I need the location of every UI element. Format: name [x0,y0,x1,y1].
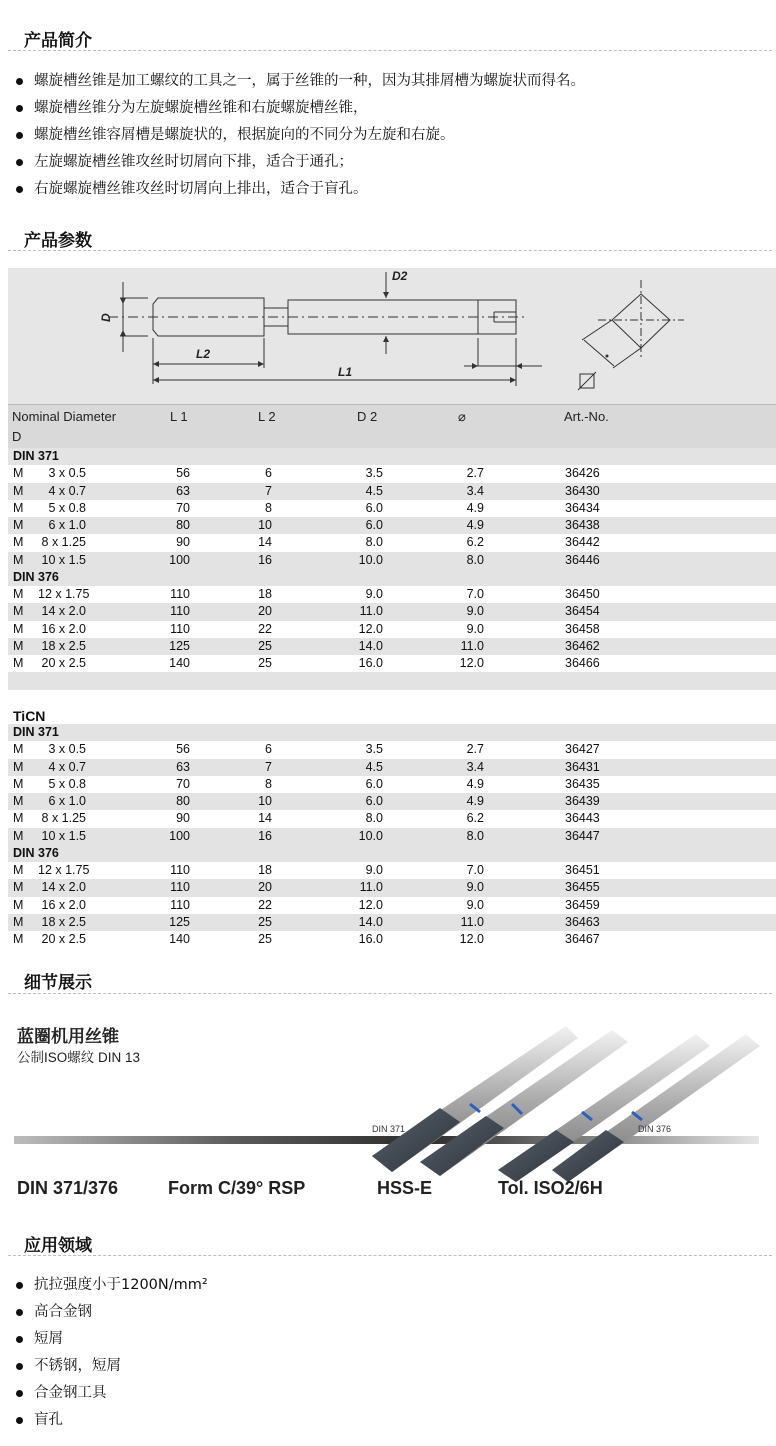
group-label: DIN 376 [13,845,59,860]
thread-prefix: M [13,914,24,929]
d2-value: 3.5 [365,466,383,481]
l2-value: 6 [265,466,272,481]
square-value: 9.0 [466,604,484,619]
spec-form: Form C/39° RSP [168,1178,306,1198]
thread-prefix: M [13,794,24,808]
table-row [8,534,776,551]
thread-prefix: M [13,932,24,946]
square-value: 2.7 [466,466,484,481]
header-square: ⌀ [458,409,466,424]
square-value: 4.9 [466,518,484,532]
header-l1: L 1 [170,409,188,424]
thread-prefix: M [13,811,24,826]
l1-value: 90 [176,535,190,550]
nominal-size: 20 x 2.5 [41,932,86,946]
l1-value: 110 [170,587,190,601]
l1-value: 56 [176,742,190,757]
l2-value: 25 [258,638,272,653]
product-banner [0,1012,776,1212]
dim-l1-label: L1 [338,365,353,379]
d2-value: 12.0 [358,621,383,636]
square-value: 9.0 [466,621,484,636]
article-number: 36443 [565,811,600,826]
tag-din-376: DIN 376 [638,1124,672,1134]
d2-value: 10.0 [358,828,383,843]
l1-value: 140 [169,932,190,946]
nominal-size: 10 x 1.5 [41,552,86,567]
table-row [8,552,776,569]
application-list-item: 高合金钢 [14,1299,208,1326]
thread-prefix: M [13,863,24,877]
square-value: 4.9 [466,500,484,515]
article-number: 36466 [565,656,600,670]
table-header [8,404,776,448]
spacer-row [8,690,776,707]
table-row [8,828,776,845]
thread-prefix: M [13,656,24,670]
param-table [8,268,776,946]
l2-value: 16 [258,552,272,567]
thread-prefix: M [13,621,24,636]
nominal-size: 16 x 2.0 [41,621,86,636]
l1-value: 56 [176,466,190,481]
table-row [8,465,776,482]
article-number: 36435 [565,776,600,791]
thread-prefix: M [13,759,24,774]
l1-value: 80 [176,794,190,808]
thread-prefix: M [13,535,24,550]
article-number: 36467 [565,932,600,946]
l1-value: 70 [176,500,190,515]
article-number: 36458 [565,621,600,636]
tag-din-371: DIN 371 [372,1124,406,1134]
l2-value: 8 [265,776,272,791]
spec-tolerance: Tol. ISO2/6H [498,1178,603,1198]
application-list-item: 不锈钢，短屑 [14,1353,208,1380]
article-number: 36426 [565,466,600,481]
application-list-item: 盲孔 [14,1407,208,1434]
square-value: 12.0 [459,656,484,670]
nominal-size: 4 x 0.7 [48,483,86,498]
d2-value: 12.0 [358,897,383,912]
nominal-size: 12 x 1.75 [38,863,90,877]
l1-value: 100 [169,552,190,567]
table-row [8,897,776,914]
table-row [8,879,776,896]
group-label: DIN 376 [13,569,59,584]
l2-value: 6 [265,742,272,757]
square-value: 3.4 [466,759,484,774]
d2-value: 6.0 [365,776,383,791]
square-value: 6.2 [466,811,484,826]
divider [8,993,772,994]
d2-value: 14.0 [358,638,383,653]
l2-value: 18 [258,863,272,877]
l1-value: 110 [170,897,190,912]
l1-value: 110 [170,604,190,619]
nominal-size: 6 x 1.0 [48,794,86,808]
article-number: 36442 [565,535,600,550]
l2-value: 22 [258,897,272,912]
nominal-size: 5 x 0.8 [48,776,86,791]
application-list-item: 短屑 [14,1326,208,1353]
table-row [8,603,776,620]
intro-list-item: 右旋螺旋槽丝锥攻丝时切屑向上排出，适合于盲孔。 [14,176,585,203]
header-d2: D 2 [357,409,378,424]
square-value: 8.0 [466,828,484,843]
divider [8,250,772,251]
table-row [8,638,776,655]
banner-subtitle: 公制ISO螺纹 DIN 13 [17,1050,141,1065]
header-nominal: Nominal Diameter [12,409,117,424]
thread-prefix: M [13,828,24,843]
table-row [8,586,776,603]
article-number: 36430 [565,483,600,498]
application-list-item: 合金钢工具 [14,1380,208,1407]
thread-prefix: M [13,483,24,498]
table-body [8,448,776,948]
thread-prefix: M [13,552,24,567]
square-value: 11.0 [460,914,484,929]
d2-value: 6.0 [365,500,383,515]
d2-value: 9.0 [365,863,383,877]
article-number: 36438 [565,518,600,532]
square-value: 8.0 [466,552,484,567]
application-list [14,1272,208,1434]
l1-value: 110 [170,621,190,636]
square-value: 7.0 [466,587,484,601]
tap-drawing [8,268,776,404]
table-row [8,914,776,931]
table-row [8,810,776,827]
coating-row [8,707,776,724]
square-value: 6.2 [466,535,484,550]
l2-value: 10 [258,518,272,532]
square-value: 12.0 [459,932,484,946]
l2-value: 14 [258,535,272,550]
d2-value: 11.0 [359,604,383,619]
coating-label: TiCN [13,707,46,724]
l1-value: 110 [170,880,190,895]
intro-list-item: 螺旋槽丝锥是加工螺纹的工具之一，属于丝锥的一种，因为其排屑槽为螺旋状而得名。 [14,68,585,95]
article-number: 36462 [565,638,600,653]
l1-value: 63 [176,759,190,774]
square-value: 2.7 [466,742,484,757]
header-nominal-d: D [12,429,22,444]
d2-value: 4.5 [365,483,383,498]
d2-value: 3.5 [365,742,383,757]
square-value: 4.9 [466,776,484,791]
article-number: 36450 [565,587,600,601]
l1-value: 70 [176,776,190,791]
nominal-size: 14 x 2.0 [41,604,86,619]
application-list-item: 抗拉强度小于1200N/mm² [14,1272,208,1299]
nominal-size: 4 x 0.7 [48,759,86,774]
article-number: 36451 [565,863,600,877]
l1-value: 110 [170,863,190,877]
application-title: 应用领域 [24,1236,92,1256]
square-value: 7.0 [466,863,484,877]
d2-value: 8.0 [365,535,383,550]
group-row [8,724,776,741]
table-row [8,621,776,638]
divider [8,50,772,51]
nominal-size: 12 x 1.75 [38,587,90,601]
table-row [8,483,776,500]
l1-value: 63 [176,483,190,498]
intro-list-item: 螺旋槽丝锥分为左旋螺旋槽丝锥和右旋螺旋槽丝锥， [14,95,585,122]
d2-value: 16.0 [358,932,383,946]
banner-title: 蓝圈机用丝锥 [17,1027,119,1047]
l1-value: 125 [169,638,190,653]
group-label: DIN 371 [13,725,59,739]
group-row [8,569,776,586]
l2-value: 25 [258,656,272,670]
table-row [8,931,776,948]
tap-dimension-drawing [8,268,776,404]
d2-value: 8.0 [365,811,383,826]
square-value: 9.0 [466,880,484,895]
article-number: 36431 [565,759,600,774]
table-row [8,655,776,672]
l2-value: 25 [258,914,272,929]
params-title: 产品参数 [24,231,92,251]
table-row [8,862,776,879]
thread-prefix: M [13,466,24,481]
l2-value: 7 [265,759,272,774]
square-value: 11.0 [460,638,484,653]
dim-d-label: D [99,313,113,322]
nominal-size: 6 x 1.0 [48,518,86,532]
dim-d2-label: D2 [392,269,408,283]
l2-value: 16 [258,828,272,843]
article-number: 36454 [565,604,600,619]
l2-value: 10 [258,794,272,808]
nominal-size: 8 x 1.25 [41,811,86,826]
l2-value: 14 [258,811,272,826]
article-number: 36463 [565,914,600,929]
intro-list-item: 左旋螺旋槽丝锥攻丝时切屑向下排，适合于通孔； [14,149,585,176]
nominal-size: 14 x 2.0 [41,880,86,895]
header-art-no: Art.-No. [564,409,609,424]
thread-prefix: M [13,776,24,791]
article-number: 36427 [565,742,600,757]
l1-value: 100 [169,828,190,843]
l2-value: 20 [258,604,272,619]
thread-prefix: M [13,500,24,515]
nominal-size: 3 x 0.5 [48,466,86,481]
thread-prefix: M [13,638,24,653]
nominal-size: 5 x 0.8 [48,500,86,515]
l1-value: 125 [169,914,190,929]
l2-value: 25 [258,932,272,946]
thread-prefix: M [13,897,24,912]
square-value: 4.9 [466,794,484,808]
thread-prefix: M [13,742,24,757]
thread-prefix: M [13,880,24,895]
thread-prefix: M [13,518,24,532]
nominal-size: 8 x 1.25 [41,535,86,550]
details-title: 细节展示 [24,973,92,993]
d2-value: 11.0 [359,880,383,895]
d2-value: 14.0 [358,914,383,929]
l2-value: 8 [265,500,272,515]
thread-prefix: M [13,587,24,601]
spec-material: HSS-E [377,1178,433,1198]
article-number: 36459 [565,897,600,912]
nominal-size: 3 x 0.5 [48,742,86,757]
spacer-row [8,672,776,689]
intro-list [14,68,585,203]
table-row [8,793,776,810]
intro-list-item: 螺旋槽丝锥容屑槽是螺旋状的，根据旋向的不同分为左旋和右旋。 [14,122,585,149]
dim-l2-label: L2 [196,347,211,361]
article-number: 36439 [565,794,600,808]
d2-value: 10.0 [358,552,383,567]
nominal-size: 18 x 2.5 [41,638,86,653]
l1-value: 80 [176,518,190,532]
article-number: 36446 [565,552,600,567]
nominal-size: 16 x 2.0 [41,897,86,912]
d2-value: 6.0 [365,794,383,808]
group-row [8,448,776,465]
l2-value: 22 [258,621,272,636]
article-number: 36447 [565,828,600,843]
table-row [8,500,776,517]
thread-prefix: M [13,604,24,619]
article-number: 36455 [565,880,600,895]
square-value: 3.4 [466,483,484,498]
l2-value: 7 [265,483,272,498]
nominal-size: 20 x 2.5 [41,656,86,670]
group-row [8,845,776,862]
d2-value: 4.5 [365,759,383,774]
header-l2: L 2 [258,409,276,424]
spec-standard: DIN 371/376 [17,1178,119,1198]
table-row [8,759,776,776]
group-label: DIN 371 [13,449,59,463]
nominal-size: 10 x 1.5 [41,828,86,843]
article-number: 36434 [565,500,600,515]
nominal-size: 18 x 2.5 [41,914,86,929]
l2-value: 20 [258,880,272,895]
d2-value: 16.0 [358,656,383,670]
table-row [8,776,776,793]
l2-value: 18 [258,587,272,601]
taps-image [0,1012,776,1182]
square-value: 9.0 [466,897,484,912]
d2-value: 6.0 [365,518,383,532]
table-row [8,517,776,534]
divider [8,1255,772,1256]
l1-value: 140 [169,656,190,670]
table-row [8,741,776,758]
intro-title: 产品简介 [24,31,92,51]
d2-value: 9.0 [365,587,383,601]
l1-value: 90 [176,811,190,826]
